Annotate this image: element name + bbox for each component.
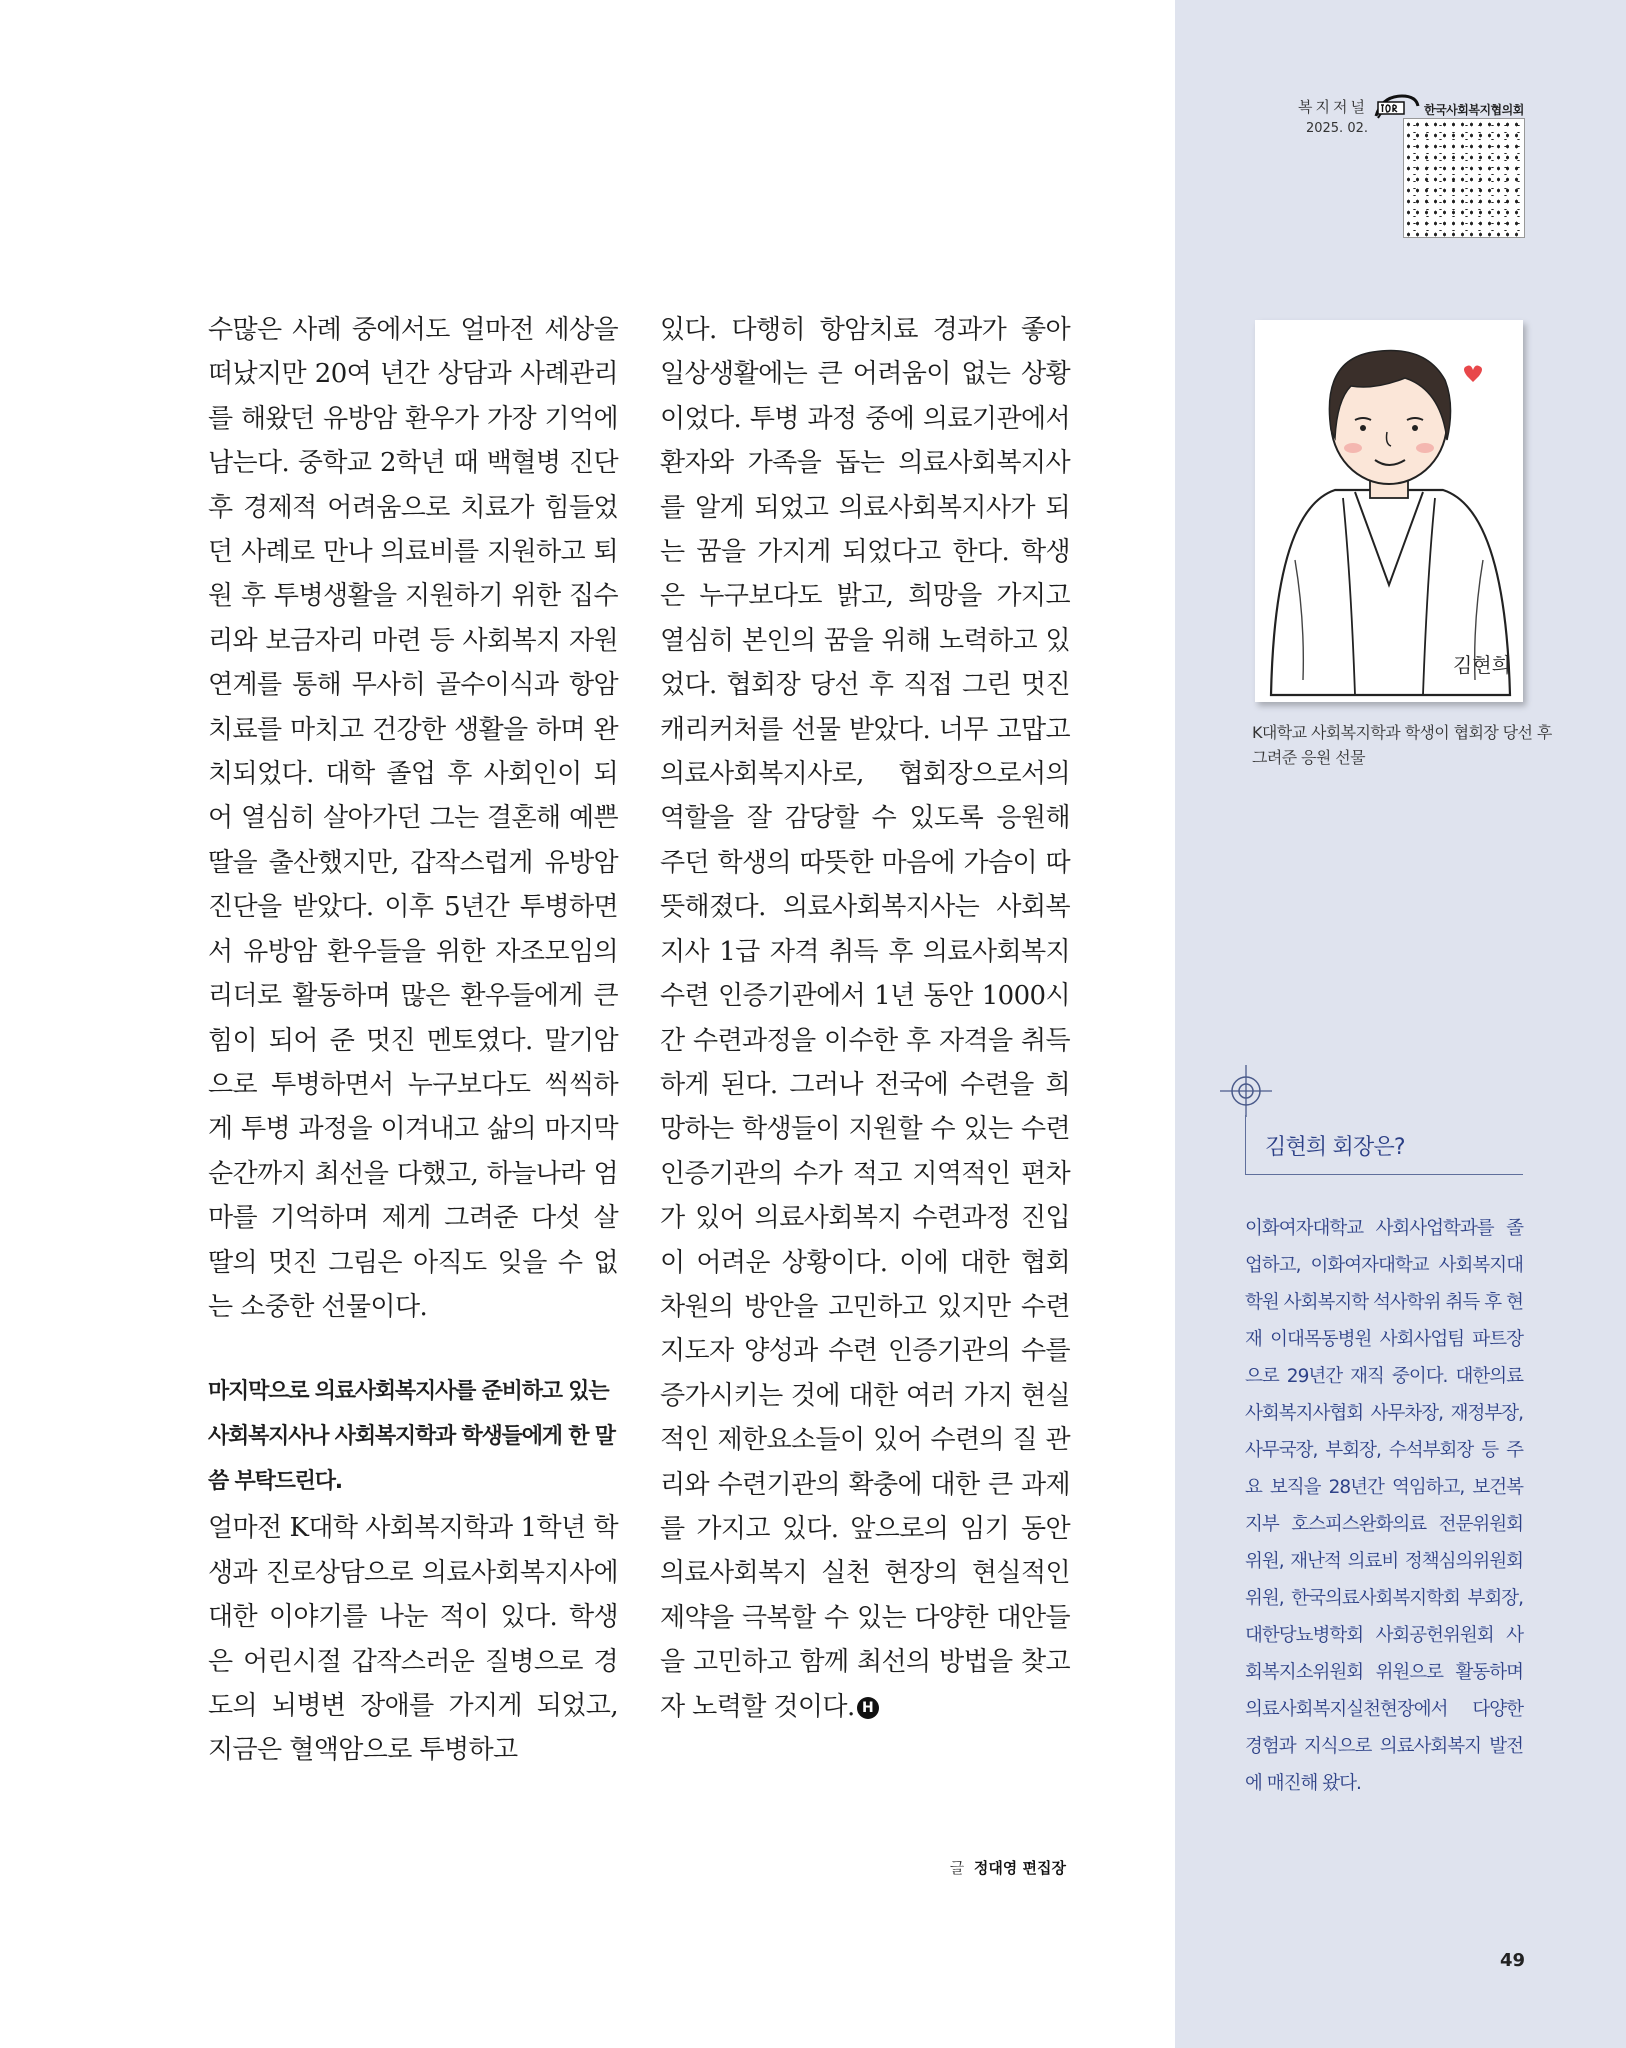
byline	[950, 1857, 1066, 1878]
article-column-right	[660, 308, 1070, 1729]
qr-code[interactable]	[1403, 118, 1525, 238]
article-paragraph: 얼마전 K대학 사회복지학과 1학년 학생과 진로상담으로 의료사회복지사에 대한 이야기를 나눈 적이 있다. 학생은 어린시절 갑작스러운 질병으로 경도의 뇌병변 장애를 가지게 되었고, 지금은 혈액암으로 투병하고	[208, 1513, 618, 1766]
organization-name: 한국사회복지협의회	[1424, 103, 1524, 117]
profile-divider	[1245, 1115, 1246, 1175]
profile-title: 김현희 회장은?	[1265, 1135, 1405, 1160]
profile-text: 이화여자대학교 사회사업학과를 졸업하고, 이화여자대학교 사회복지대학원 사회복지학 석사학위 취득 후 현재 이대목동병원 사회사업팀 파트장으로 29년간 재직 중이다. 대한의료사회복지사협회 사무차장, 재정부장, 사무국장, 부회장, 수석부회장 등 주요 보직을 28년간 역임하고, 보건복지부 호스피스완화의료 전문위원회 위원, 재난적 의료비 정책심의위원회 위원, 한국의료사회복지학회 부회장, 대한당뇨병학회 사회공헌위원회 사회복지소위원회 위원으로 활동하며 의료사회복지실천현장에서 다양한 경험과 지식으로 의료사회복지 발전에 매진해 왔다.	[1245, 1218, 1523, 1794]
article-text: 있다. 다행히 항암치료 경과가 좋아 일상생활에는 큰 어려움이 없는 상황이었다. 투병 과정 중에 의료기관에서 환자와 가족을 돕는 의료사회복지사를 알게 되었고 의료사회복지사가 되는 꿈을 가지게 되었다고 한다. 학생은 누구보다도 밝고, 희망을 가지고 열심히 본인의 꿈을 위해 노력하고 있었다. 협회장 당선 후 직접 그린 멋진 캐리커처를 선물 받았다. 너무 고맙고 의료사회복지사로, 협회장으로서의 역할을 잘 감당할 수 있도록 응원해 주던 학생의 따뜻한 마음에 가슴이 따뜻해졌다. 의료사회복지사는 사회복지사 1급 자격 취득 후 의료사회복지 수련 인증기관에서 1년 동안 1000시간 수련과정을 이수한 후 자격을 취득하게 된다. 그러나 전국에 수련을 희망하는 학생들이 지원할 수 있는 수련 인증기관의 수가 적고 지역적인 편차가 있어 의료사회복지 수련과정 진입이 어려운 상황이다. 이에 대한 협회 차원의 방안을 고민하고 있지만 수련지도자 양성과 수련 인증기관의 수를 증가시키는 것에 대한 여러 가지 현실적인 제한요소들이 있어 수련의 질 관리와 수련기관의 확충에 대한 큰 과제를 가지고 있다. 앞으로의 임기 동안 의료사회복지 실천 현장의 현실적인 제약을 극복할 수 있는 다양한 대안들을 고민하고 함께 최선의 방법을 찾고자 노력할 것이다.	[660, 315, 1070, 1722]
photo-caption: K대학교 사회복지학과 학생이 협회장 당선 후 그려준 응원 선물	[1252, 723, 1552, 767]
masthead	[1258, 96, 1368, 136]
end-mark-icon: H	[857, 1697, 879, 1719]
magazine-title: 복지저널	[1298, 98, 1368, 116]
signature: 김현희	[1453, 653, 1511, 677]
byline-prefix: 글	[949, 1859, 965, 1877]
caricature-illustration	[1255, 320, 1523, 702]
crosshair-icon	[1218, 1063, 1274, 1119]
article-column-left	[208, 308, 618, 1773]
issue-date: 2025. 02.	[1305, 121, 1368, 136]
profile-divider	[1245, 1174, 1523, 1175]
byline-author: 정대영 편집장	[973, 1859, 1066, 1877]
caricature-photo	[1255, 320, 1523, 702]
article-paragraph: 수많은 사례 중에서도 얼마전 세상을 떠났지만 20여 년간 상담과 사례관리를 해왔던 유방암 환우가 가장 기억에 남는다. 중학교 2학년 때 백혈병 진단 후 경제적 어려움으로 치료가 힘들었던 사례로 만나 의료비를 지원하고 퇴원 후 투병생활을 지원하기 위한 집수리와 보금자리 마련 등 사회복지 자원 연계를 통해 무사히 골수이식과 항암치료를 마치고 건강한 생활을 하며 완치되었다. 대학 졸업 후 사회인이 되어 열심히 살아가던 그는 결혼해 예쁜 딸을 출산했지만, 갑작스럽게 유방암 진단을 받았다. 이후 5년간 투병하면서 유방암 환우들을 위한 자조모임의 리더로 활동하며 많은 환우들에게 큰 힘이 되어 준 멋진 멘토였다. 말기암으로 투병하면서 누구보다도 씩씩하게 투병 과정을 이겨내고 삶의 마지막 순간까지 최선을 다했고, 하늘나라 엄마를 기억하며 제게 그려준 다섯 살 딸의 멋진 그림은 아직도 잊을 수 없는 소중한 선물이다.	[208, 315, 618, 1322]
article-paragraph	[660, 308, 1070, 1729]
page-number: 49	[1500, 1950, 1526, 1971]
interview-question: 마지막으로 의료사회복지사를 준비하고 있는 사회복지사나 사회복지학과 학생들에게 한 말씀 부탁드린다.	[208, 1379, 615, 1495]
